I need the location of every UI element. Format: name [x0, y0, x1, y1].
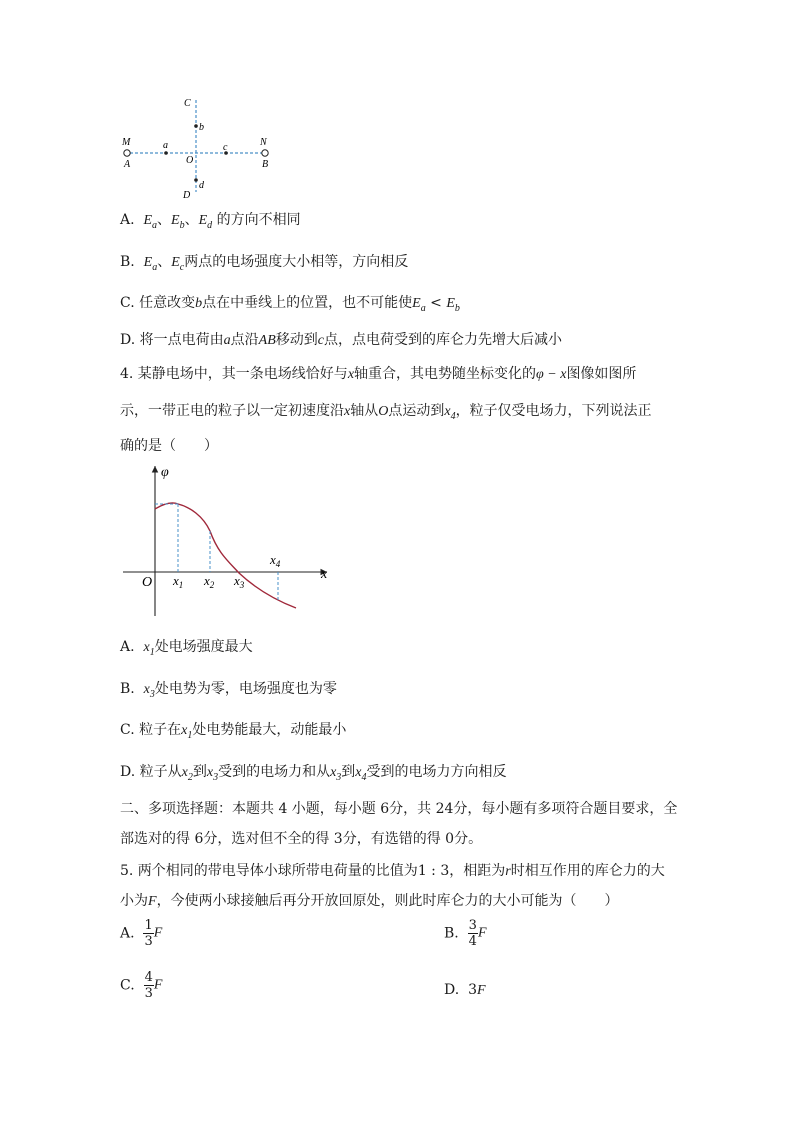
q4-stem-line2: 示，一带正电的粒子以一定初速度沿x轴从O点运动到$x_4$，粒子仅受电场力，下列说法正	[120, 403, 652, 422]
label-d: d	[199, 180, 204, 191]
x3-label: $x_3$	[234, 573, 245, 590]
x4-label: $x_4$	[270, 552, 281, 569]
label-c: c	[223, 142, 228, 153]
q4-option-b: B. $x_3$处电势为零，电场强度也为零	[120, 681, 337, 700]
q3-option-a: A. $E_a$、$E_b$、$E_d$ 的方向不相同	[120, 212, 301, 231]
label-A: A	[124, 159, 131, 170]
charge-diagram	[110, 92, 290, 204]
q4-stem-line3: 确的是（ ）	[120, 438, 218, 454]
q5-option-d: D. 3F	[444, 982, 486, 998]
q5-option-c: C. $\frac{4}{3}$ F	[120, 970, 163, 1001]
fraction-4-3: $\frac{4}{3}$	[144, 970, 153, 1001]
label-B: B	[262, 159, 269, 170]
phi-axis-label: φ	[161, 465, 169, 480]
label-O: O	[186, 155, 194, 166]
x1-label: $x_1$	[173, 573, 184, 590]
q3-option-c: C. 任意改变b点在中垂线上的位置，也不可能使$E_a < E_b$	[120, 295, 460, 314]
q4-option-a: A. $x_1$处电场强度最大	[120, 639, 253, 658]
label-a: a	[163, 140, 168, 151]
point-b-dot	[194, 124, 198, 128]
fraction-3-4: $\frac{3}{4}$	[468, 918, 477, 949]
q4-option-c: C. 粒子在$x_1$处电势能最大，动能最小	[120, 722, 347, 741]
label-C: C	[184, 98, 191, 109]
origin-label: O	[142, 575, 153, 590]
q5-option-a: A. $\frac{1}{3}$ F	[120, 918, 163, 949]
q5-stem-line2: 小为F，今使两小球接触后再分开放回原处，则此时库仑力的大小可能为（ ）	[120, 893, 619, 909]
charge-a-circle	[124, 150, 130, 156]
x2-label: $x_2$	[204, 573, 215, 590]
label-b: b	[199, 122, 204, 133]
q3-option-b: B. $E_a$、$E_c$两点的电场强度大小相等，方向相反	[120, 254, 409, 273]
q3-option-d: D. 将一点电荷由a点沿AB移动到c点，点电荷受到的库仑力先增大后减小	[120, 332, 562, 348]
section2-heading-line2: 部选对的得 6分，选对但不全的得 3分，有选错的得 0分。	[120, 831, 483, 847]
point-a-dot	[164, 151, 168, 155]
x-axis-label: x	[321, 567, 328, 582]
q4-stem-line1: 4. 某静电场中，其一条电场线恰好与x轴重合，其电势随坐标变化的φ − x图像如图所	[120, 366, 637, 382]
fraction-1-3: $\frac{1}{3}$	[144, 918, 153, 949]
point-d-dot	[194, 178, 198, 182]
phi-x-graph	[115, 458, 340, 620]
label-D: D	[183, 190, 191, 201]
q5-option-b: B. $\frac{3}{4}$ F	[444, 918, 487, 949]
section2-heading-line1: 二、多项选择题：本题共 4 小题，每小题 6分，共 24分，每小题有多项符合题目要求，全	[120, 801, 678, 817]
label-M: M	[122, 137, 131, 148]
q4-option-d: D. 粒子从$x_2$到$x_3$受到的电场力和从$x_3$到$x_4$受到的电场力方向相反	[120, 764, 507, 783]
charge-b-circle	[262, 150, 268, 156]
q5-stem-line1: 5. 两个相同的带电导体小球所带电荷量的比值为1 : 3，相距为r时相互作用的库仑力的大	[120, 863, 665, 879]
label-N: N	[260, 137, 267, 148]
